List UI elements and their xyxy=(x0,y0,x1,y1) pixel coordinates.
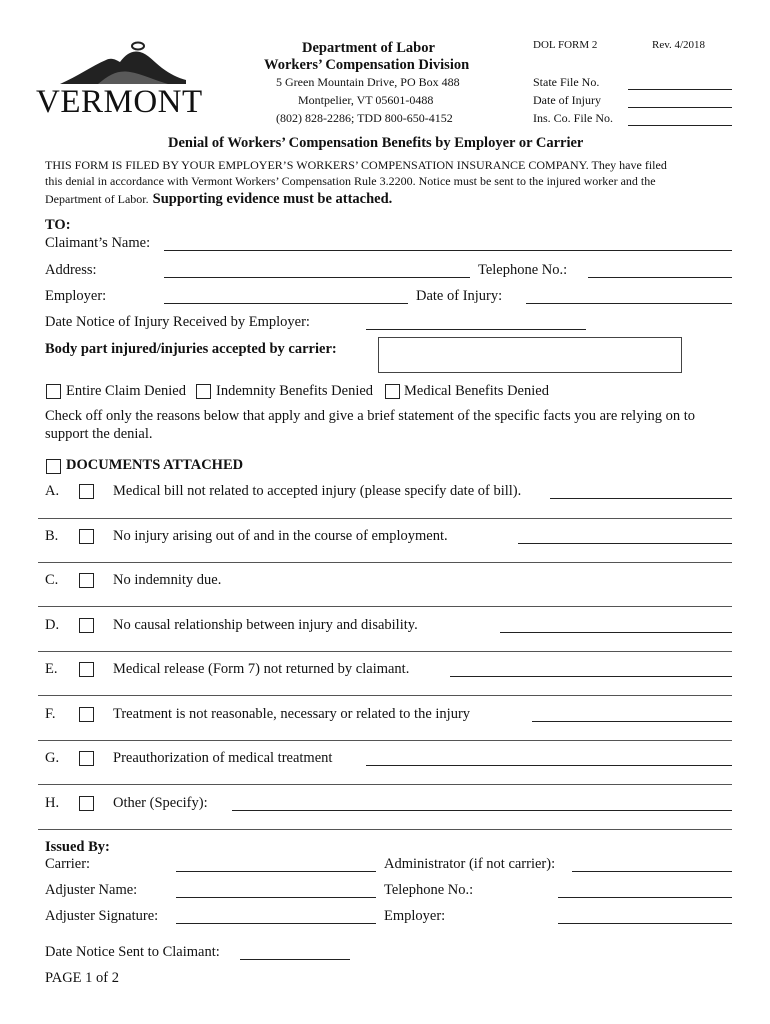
reason-a-field[interactable] xyxy=(550,498,732,499)
reason-d-checkbox[interactable] xyxy=(79,618,94,633)
entire-claim-checkbox[interactable] xyxy=(46,384,61,399)
logo-text: VERMONT xyxy=(36,84,203,120)
address-line-2: Montpelier, VT 05601-0488 xyxy=(298,93,434,107)
address-label: Address: xyxy=(45,262,97,278)
date-of-injury-label: Date of Injury: xyxy=(416,288,503,304)
notice-received-field[interactable] xyxy=(366,329,586,330)
issued-by-heading: Issued By: xyxy=(45,839,110,855)
state-file-label: State File No. xyxy=(533,75,600,89)
carrier-field[interactable] xyxy=(176,871,376,872)
reason-h-text: Other (Specify): xyxy=(113,795,208,811)
telephone-field[interactable] xyxy=(588,277,732,278)
date-sent-field[interactable] xyxy=(240,959,350,960)
issued-employer-label: Employer: xyxy=(384,908,446,924)
employer-label: Employer: xyxy=(45,288,107,304)
page-number: PAGE 1 of 2 xyxy=(45,970,119,986)
intro-line-2: this denial in accordance with Vermont Workers’ Compensation Rule 3.2200. Notice must be sent to the injured worker and the xyxy=(45,174,656,188)
reason-letter-h: H. xyxy=(45,795,60,811)
intro-line-1: THIS FORM IS FILED BY YOUR EMPLOYER’S WORKERS’ COMPENSATION INSURANCE COMPANY. They have filed xyxy=(45,158,667,172)
form-title: Denial of Workers’ Compensation Benefits by Employer or Carrier xyxy=(168,135,584,151)
date-sent-label: Date Notice Sent to Claimant: xyxy=(45,944,220,960)
reason-e-text: Medical release (Form 7) not returned by claimant. xyxy=(113,661,410,677)
address-line-1: 5 Green Mountain Drive, PO Box 488 xyxy=(276,75,460,89)
carrier-label: Carrier: xyxy=(45,856,91,872)
address-field[interactable] xyxy=(164,277,470,278)
indemnity-benefits-checkbox[interactable] xyxy=(196,384,211,399)
reason-d-text: No causal relationship between injury and disability. xyxy=(113,617,418,633)
documents-attached-label: DOCUMENTS ATTACHED xyxy=(66,457,244,473)
mountain-logo-icon xyxy=(58,40,188,88)
reason-g-field[interactable] xyxy=(366,765,732,766)
reason-b-field[interactable] xyxy=(518,543,732,544)
reason-separator xyxy=(38,651,732,652)
reason-d-field[interactable] xyxy=(500,632,732,633)
reason-separator xyxy=(38,518,732,519)
reason-a-checkbox[interactable] xyxy=(79,484,94,499)
adjuster-signature-field[interactable] xyxy=(176,923,376,924)
issued-employer-field[interactable] xyxy=(558,923,732,924)
claimant-name-label: Claimant’s Name: xyxy=(45,235,151,251)
administrator-label: Administrator (if not carrier): xyxy=(384,856,556,872)
issued-telephone-label: Telephone No.: xyxy=(384,882,474,898)
reason-g-text: Preauthorization of medical treatment xyxy=(113,750,333,766)
entire-claim-label: Entire Claim Denied xyxy=(66,383,186,399)
reason-separator xyxy=(38,829,732,830)
adjuster-name-label: Adjuster Name: xyxy=(45,882,138,898)
reason-letter-d: D. xyxy=(45,617,60,633)
date-of-injury-field[interactable] xyxy=(526,303,732,304)
instructions-line-1: Check off only the reasons below that apply and give a brief statement of the specific facts you are relying on to xyxy=(45,408,696,424)
reason-letter-f: F. xyxy=(45,706,56,722)
adjuster-name-field[interactable] xyxy=(176,897,376,898)
reason-c-text: No indemnity due. xyxy=(113,572,222,588)
reason-separator xyxy=(38,740,732,741)
reason-g-checkbox[interactable] xyxy=(79,751,94,766)
reason-c-checkbox[interactable] xyxy=(79,573,94,588)
reason-separator xyxy=(38,784,732,785)
reason-letter-b: B. xyxy=(45,528,59,544)
reason-b-text: No injury arising out of and in the course of employment. xyxy=(113,528,448,544)
issued-telephone-field[interactable] xyxy=(558,897,732,898)
reason-f-field[interactable] xyxy=(532,721,732,722)
revision: Rev. 4/2018 xyxy=(652,39,706,51)
date-of-injury-header-field[interactable] xyxy=(628,107,732,108)
reason-a-text: Medical bill not related to accepted injury (please specify date of bill). xyxy=(113,483,522,499)
reason-f-checkbox[interactable] xyxy=(79,707,94,722)
reason-letter-a: A. xyxy=(45,483,60,499)
notice-received-label: Date Notice of Injury Received by Employer: xyxy=(45,314,310,330)
intro-line-3 xyxy=(45,190,392,208)
medical-benefits-label: Medical Benefits Denied xyxy=(404,383,549,399)
employer-field[interactable] xyxy=(164,303,408,304)
department-title: Department of Labor xyxy=(302,40,435,56)
reason-letter-e: E. xyxy=(45,661,58,677)
reason-h-field[interactable] xyxy=(232,810,732,811)
claimant-name-field[interactable] xyxy=(164,250,732,251)
instructions-line-2: support the denial. xyxy=(45,426,153,442)
body-part-field[interactable] xyxy=(378,337,682,373)
ins-file-field[interactable] xyxy=(628,125,732,126)
indemnity-benefits-label: Indemnity Benefits Denied xyxy=(216,383,374,399)
state-file-field[interactable] xyxy=(628,89,732,90)
reason-separator xyxy=(38,606,732,607)
supporting-evidence-note: Supporting evidence must be attached. xyxy=(152,191,393,207)
administrator-field[interactable] xyxy=(572,871,732,872)
reason-letter-c: C. xyxy=(45,572,59,588)
reason-separator xyxy=(38,562,732,563)
reason-letter-g: G. xyxy=(45,750,60,766)
documents-attached-checkbox[interactable] xyxy=(46,459,61,474)
to-heading: TO: xyxy=(45,217,71,233)
body-part-label: Body part injured/injuries accepted by carrier: xyxy=(45,341,337,357)
intro-line-3-text: Department of Labor. xyxy=(45,192,149,206)
date-of-injury-header-label: Date of Injury xyxy=(533,93,601,107)
reason-b-checkbox[interactable] xyxy=(79,529,94,544)
reason-f-text: Treatment is not reasonable, necessary or related to the injury xyxy=(113,706,471,722)
reason-e-checkbox[interactable] xyxy=(79,662,94,677)
reason-separator xyxy=(38,695,732,696)
ins-file-label: Ins. Co. File No. xyxy=(533,111,614,125)
adjuster-signature-label: Adjuster Signature: xyxy=(45,908,159,924)
phone-line: (802) 828-2286; TDD 800-650-4152 xyxy=(276,111,453,125)
form-number: DOL FORM 2 xyxy=(533,39,598,51)
reason-h-checkbox[interactable] xyxy=(79,796,94,811)
telephone-label: Telephone No.: xyxy=(478,262,568,278)
reason-e-field[interactable] xyxy=(450,676,732,677)
division-title: Workers’ Compensation Division xyxy=(264,57,470,73)
medical-benefits-checkbox[interactable] xyxy=(385,384,400,399)
